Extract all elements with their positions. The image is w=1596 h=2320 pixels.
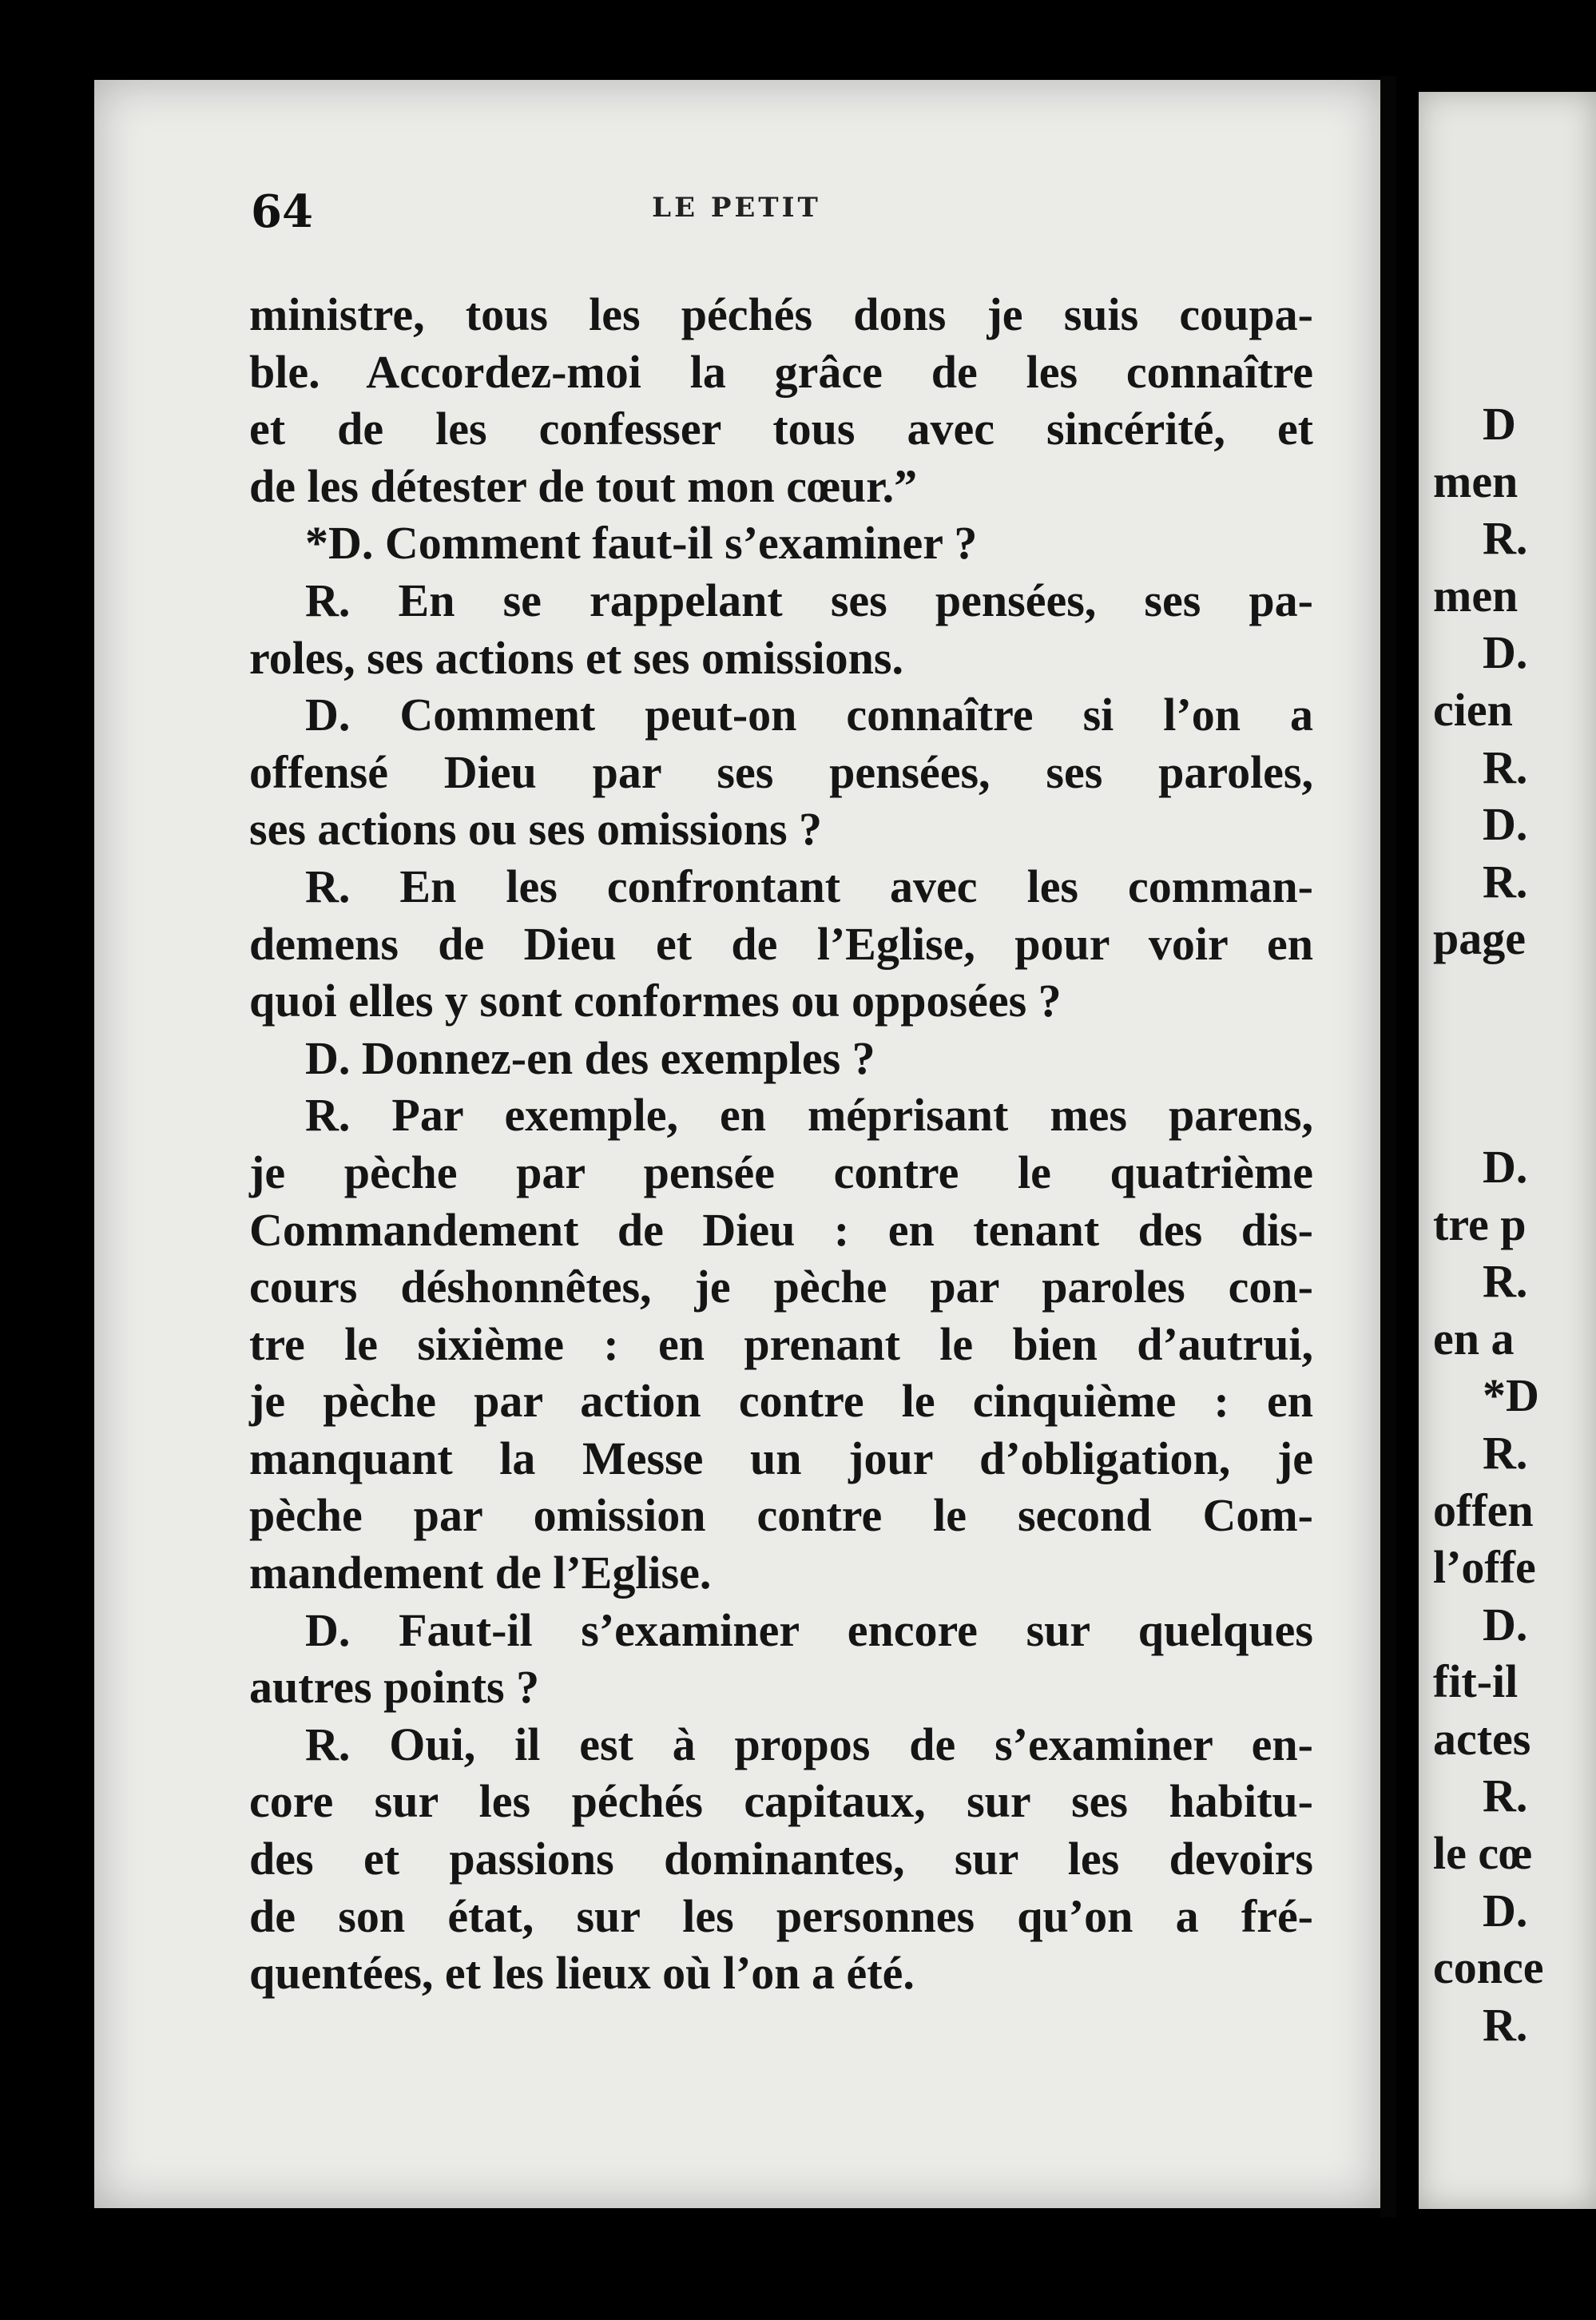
text-line: demens de Dieu et de l’Eglise, pour voir en <box>249 917 1313 970</box>
text-line: de les détester de tout mon cœur.” <box>249 459 918 512</box>
text-line: *D. Comment faut-il s’examiner ? <box>305 517 978 570</box>
page-number: 64 <box>251 185 313 238</box>
text-line: R. En se rappelant ses pensées, ses pa- <box>305 574 1313 626</box>
right-page-fragment: men <box>1433 569 1519 622</box>
text-line: autres points ? <box>249 1661 540 1714</box>
right-page-text-fragments <box>1419 395 1596 2053</box>
text-line: roles, ses actions et ses omissions. <box>249 631 903 684</box>
text-line: core sur les péchés capitaux, sur ses habitu- <box>249 1775 1313 1828</box>
text-line: ministre, tous les péchés dons je suis coupa- <box>249 288 1313 340</box>
right-page-fragment: D. <box>1483 1598 1528 1651</box>
right-page-fragment: D. <box>1483 626 1528 679</box>
right-page-fragment: en a <box>1433 1312 1515 1365</box>
text-line: R. En les confrontant avec les comman- <box>305 860 1313 912</box>
right-page-fragment: offen <box>1433 1484 1534 1536</box>
book-page-right <box>1419 92 1596 2209</box>
right-page-fragment: l’offe <box>1433 1541 1536 1594</box>
text-line: ble. Accordez-moi la grâce de les connaître <box>249 345 1313 398</box>
text-line: offensé Dieu par ses pensées, ses paroles, <box>249 745 1313 798</box>
text-line: ses actions ou ses omissions ? <box>249 803 823 856</box>
text-line: de son état, sur les personnes qu’on a fré- <box>249 1889 1313 1942</box>
text-line: pèche par omission contre le second Com- <box>249 1489 1313 1542</box>
text-line: je pèche par action contre le cinquième : en <box>249 1375 1313 1428</box>
text-line: cours déshonnêtes, je pèche par paroles con- <box>249 1261 1313 1313</box>
text-line: D. Comment peut-on connaître si l’on a <box>305 689 1313 741</box>
text-line: R. Par exemple, en méprisant mes parens, <box>305 1089 1313 1142</box>
text-line: Commandement de Dieu : en tenant des dis- <box>249 1203 1313 1256</box>
text-line: R. Oui, il est à propos de s’examiner en- <box>305 1718 1313 1770</box>
right-page-fragment: tre p <box>1433 1198 1527 1250</box>
text-line: quentées, et les lieux où l’on a été. <box>249 1947 915 2000</box>
right-page-fragment: R. <box>1483 855 1528 908</box>
right-page-fragment: conce <box>1433 1941 1544 1994</box>
right-page-fragment: D <box>1483 398 1516 450</box>
right-page-fragment: men <box>1433 455 1519 507</box>
text-line: et de les confesser tous avec sincérité, et <box>249 403 1313 455</box>
right-page-fragment: D. <box>1483 1884 1528 1937</box>
right-page-fragment: R. <box>1483 1255 1528 1308</box>
right-page-fragment: R. <box>1483 1426 1528 1479</box>
body-text <box>249 286 1313 2002</box>
text-line: des et passions dominantes, sur les devoirs <box>249 1833 1313 1885</box>
text-line: mandement de l’Eglise. <box>249 1547 712 1599</box>
right-page-fragment: *D <box>1483 1369 1539 1422</box>
right-page-fragment: D. <box>1483 1140 1528 1193</box>
page-header <box>157 185 1316 249</box>
right-page-fragment: D. <box>1483 798 1528 851</box>
right-page-fragment: fit-il <box>1433 1655 1519 1708</box>
page-gutter <box>1380 76 1396 2217</box>
text-line: quoi elles y sont conformes ou opposées ? <box>249 975 1062 1027</box>
right-page-fragment: R. <box>1483 512 1528 565</box>
text-line: D. Faut-il s’examiner encore sur quelques <box>305 1603 1313 1656</box>
right-page-fragment: R. <box>1483 1998 1528 2051</box>
right-page-fragment: R. <box>1483 741 1528 793</box>
right-page-fragment: le cœ <box>1433 1827 1532 1880</box>
text-line: je pèche par pensée contre le quatrième <box>249 1146 1313 1198</box>
text-line: D. Donnez-en des exemples ? <box>305 1031 875 1084</box>
running-title: LE PETIT <box>652 192 821 224</box>
text-line: manquant la Messe un jour d’obligation, je <box>249 1432 1313 1484</box>
text-line: tre le sixième : en prenant le bien d’autrui, <box>249 1317 1313 1370</box>
right-page-fragment: actes <box>1433 1712 1531 1765</box>
right-page-fragment: page <box>1433 912 1526 965</box>
right-page-fragment: R. <box>1483 1770 1528 1822</box>
right-page-fragment: cien <box>1433 683 1513 736</box>
